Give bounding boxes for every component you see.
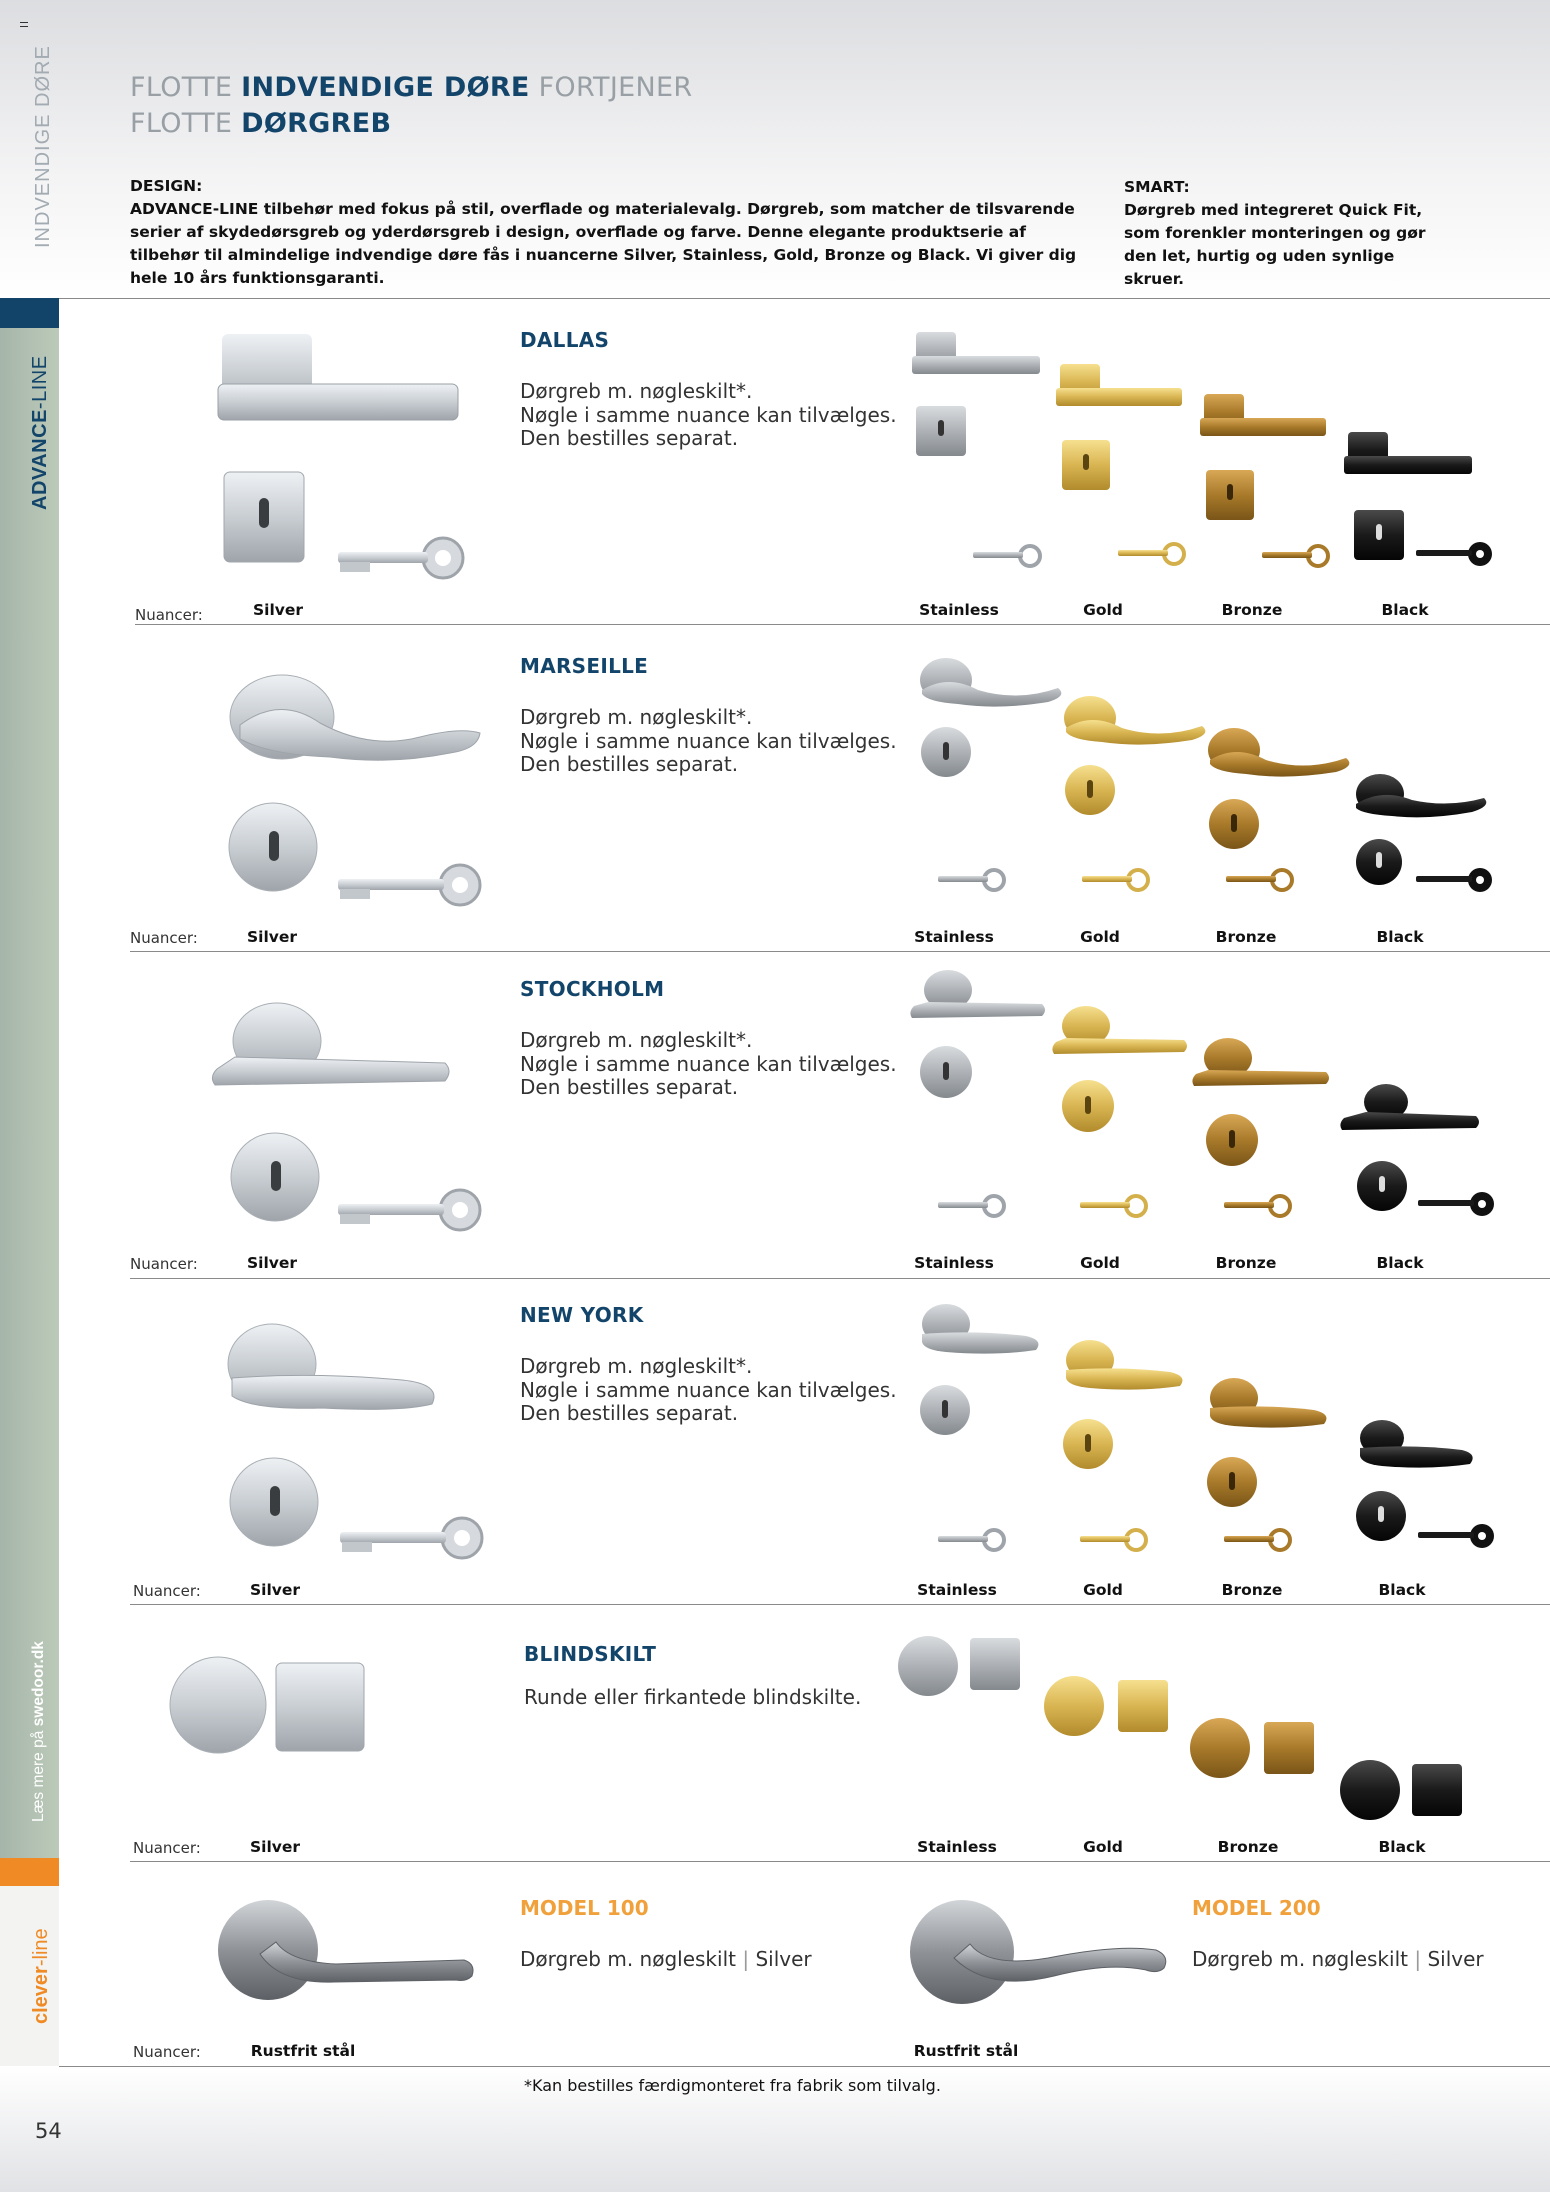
dallas-finishes-image bbox=[908, 328, 1468, 578]
color-label-steel: Rustfrit stål bbox=[913, 2042, 1019, 2060]
color-label-gold: Gold bbox=[1080, 928, 1120, 946]
blindskilt-silver-image bbox=[168, 1655, 378, 1755]
row-divider bbox=[130, 1604, 1550, 1605]
footnote: *Kan bestilles færdigmonteret fra fabrik som tilvalg. bbox=[524, 2076, 941, 2095]
nuancer-label: Nuancer: bbox=[130, 929, 198, 947]
new-york-finishes-image bbox=[916, 1300, 1486, 1560]
key-icon bbox=[338, 865, 480, 905]
color-label-black: Black bbox=[1376, 1254, 1424, 1272]
color-label-bronze: Bronze bbox=[1221, 1581, 1283, 1599]
row-divider bbox=[135, 624, 1550, 625]
color-label-silver: Silver bbox=[249, 1838, 301, 1856]
product-description: Dørgreb m. nøgleskilt*. Nøgle i samme nuance kan tilvælges. Den bestilles separat. bbox=[520, 1028, 897, 1099]
sidebar-section-title: INDVENDIGE DØRE bbox=[32, 45, 54, 248]
product-description: Dørgreb m. nøgleskilt*. Nøgle i samme nuance kan tilvælges. Den bestilles separat. bbox=[520, 705, 897, 776]
row-divider bbox=[130, 1278, 1550, 1279]
color-label-stainless: Stainless bbox=[919, 601, 999, 619]
color-label-gold: Gold bbox=[1083, 1581, 1123, 1599]
page-headline: FLOTTE INDVENDIGE DØRE FORTJENER FLOTTE DØRGREB bbox=[130, 72, 693, 139]
model-description: Dørgreb m. nøgleskilt | Silver bbox=[1192, 1947, 1484, 1971]
color-label-silver: Silver bbox=[246, 1254, 298, 1272]
product-description: Dørgreb m. nøgleskilt*. Nøgle i samme nuance kan tilvælges. Den bestilles separat. bbox=[520, 379, 897, 450]
model-100-image bbox=[216, 1898, 486, 2008]
color-label-black: Black bbox=[1381, 601, 1429, 619]
nuancer-label: Nuancer: bbox=[133, 1839, 201, 1857]
nuancer-label: Nuancer: bbox=[130, 1255, 198, 1273]
sidebar-orange-strip bbox=[0, 1858, 59, 1886]
product-title: MARSEILLE bbox=[520, 654, 649, 678]
color-label-steel: Rustfrit stål bbox=[250, 2042, 356, 2060]
nuancer-label: Nuancer: bbox=[133, 1582, 201, 1600]
menu-mark-icon bbox=[20, 22, 28, 27]
product-description: Dørgreb m. nøgleskilt*. Nøgle i samme nuance kan tilvælges. Den bestilles separat. bbox=[520, 1354, 897, 1425]
model-title: MODEL 200 bbox=[1192, 1896, 1321, 1920]
product-title: BLINDSKILT bbox=[524, 1642, 657, 1666]
sidebar-advance-line: ADVANCE-LINE bbox=[29, 355, 51, 510]
page-number: 54 bbox=[35, 2119, 62, 2143]
model-title: MODEL 100 bbox=[520, 1896, 649, 1920]
stockholm-finishes-image bbox=[908, 966, 1478, 1226]
dallas-silver-image bbox=[210, 330, 480, 590]
color-label-black: Black bbox=[1378, 1838, 1426, 1856]
blindskilt-finishes-image bbox=[896, 1634, 1476, 1824]
color-label-black: Black bbox=[1376, 928, 1424, 946]
marseille-finishes-image bbox=[918, 650, 1478, 900]
color-label-silver: Silver bbox=[249, 1581, 301, 1599]
color-label-gold: Gold bbox=[1083, 601, 1123, 619]
product-description: Runde eller firkantede blindskilte. bbox=[524, 1685, 862, 1709]
color-label-gold: Gold bbox=[1083, 1838, 1123, 1856]
product-title: NEW YORK bbox=[520, 1303, 644, 1327]
row-divider bbox=[130, 951, 1550, 952]
product-title: STOCKHOLM bbox=[520, 977, 665, 1001]
nuancer-label: Nuancer: bbox=[133, 2043, 201, 2061]
footer-divider bbox=[59, 2066, 1550, 2067]
color-label-silver: Silver bbox=[252, 601, 304, 619]
new-york-silver-image bbox=[222, 1320, 492, 1570]
color-label-silver: Silver bbox=[246, 928, 298, 946]
sidebar-clever-line: clever-line bbox=[30, 1928, 52, 2024]
sidebar-website[interactable]: Læs mere på swedoor.dk bbox=[30, 1641, 47, 1822]
color-label-stainless: Stainless bbox=[917, 1838, 997, 1856]
color-label-bronze: Bronze bbox=[1217, 1838, 1279, 1856]
color-label-stainless: Stainless bbox=[914, 928, 994, 946]
model-description: Dørgreb m. nøgleskilt | Silver bbox=[520, 1947, 812, 1971]
color-label-bronze: Bronze bbox=[1215, 928, 1277, 946]
design-description: DESIGN: ADVANCE-LINE tilbehør med fokus på stil, overflade og materialevalg. Dørgreb, som matcher de tilsvarende serier af skydedørsgreb og yderdørsgreb i design, overflade og farve. Denne elegante produktserie af tilbehør til almindelige indvendige døre fås i nuancerne Silver, Stainless, Gold, Bronze og Black. Vi giver dig hele 10 års funktionsgaranti. bbox=[130, 177, 1077, 287]
key-icon bbox=[338, 1190, 480, 1230]
smart-description: SMART: Dørgreb med integreret Quick Fit, som forenkler monteringen og gør den let, hurtig og uden synlige skruer. bbox=[1124, 178, 1426, 288]
key-icon bbox=[340, 1518, 482, 1558]
header-divider bbox=[59, 298, 1550, 299]
color-label-bronze: Bronze bbox=[1221, 601, 1283, 619]
marseille-silver-image bbox=[220, 665, 490, 915]
model-200-image bbox=[908, 1898, 1178, 2008]
sidebar-blue-strip bbox=[0, 298, 59, 328]
nuancer-label: Nuancer: bbox=[135, 606, 203, 624]
color-label-bronze: Bronze bbox=[1215, 1254, 1277, 1272]
color-label-stainless: Stainless bbox=[917, 1581, 997, 1599]
product-title: DALLAS bbox=[520, 328, 610, 352]
key-icon bbox=[338, 538, 463, 578]
color-label-stainless: Stainless bbox=[914, 1254, 994, 1272]
color-label-black: Black bbox=[1378, 1581, 1426, 1599]
color-label-gold: Gold bbox=[1080, 1254, 1120, 1272]
stockholm-silver-image bbox=[205, 995, 485, 1245]
row-divider bbox=[130, 1861, 1550, 1862]
